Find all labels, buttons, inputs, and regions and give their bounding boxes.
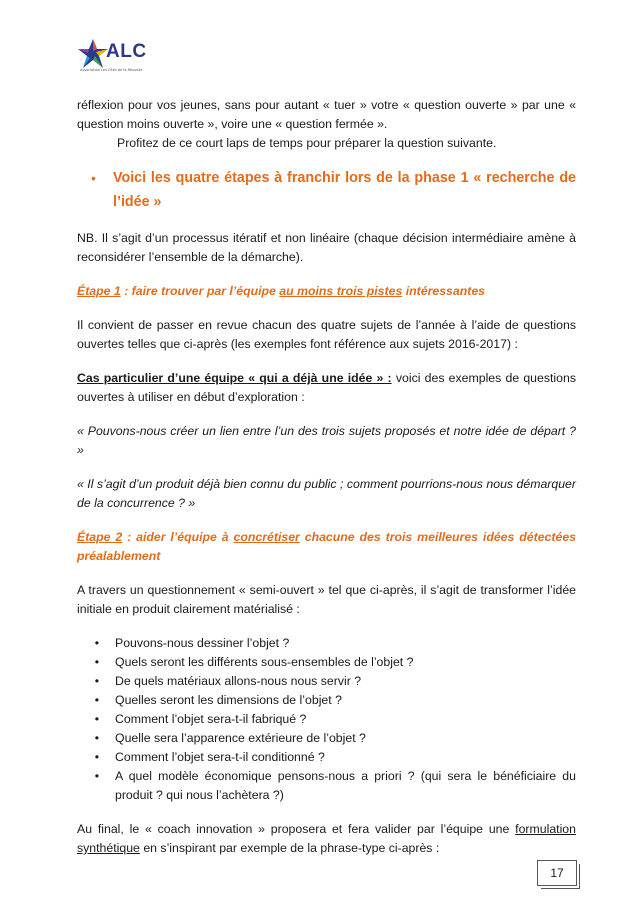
- step-2-text-end: chacune des trois meilleures idées détectées préalablement: [77, 530, 576, 563]
- paragraph: Il convient de passer en revue chacun des quatre sujets de l’année à l’aide de questions ouvertes telles que ci-après (les exemples font référence aux sujets 2016-2017) :: [77, 318, 576, 351]
- special-case-paragraph: [77, 369, 576, 407]
- bullet-icon: •: [94, 769, 99, 783]
- nb-paragraph: NB. Il s’agit d’un processus itératif et non linéaire (chaque décision intermédiaire amène à reconsidérer l’ensemble de la démarche).: [77, 231, 576, 264]
- list-item: • Quels seront les différents sous-ensembles de l’objet ?: [77, 653, 576, 672]
- step-2-underlined: concrétiser: [233, 530, 300, 544]
- step-2-text: : aider l’équipe à: [122, 530, 234, 544]
- bullet-icon: •: [94, 636, 99, 650]
- paragraph: A travers un questionnement « semi-ouvert » tel que ci-après, il s’agit de transformer l’idée initiale en produit clairement matérialisé :: [77, 583, 576, 616]
- list-item: • Quelles seront les dimensions de l’objet ?: [77, 691, 576, 710]
- final-text: Au final, le « coach innovation » proposera et fera valider par l’équipe une: [77, 822, 516, 836]
- bullet-icon: •: [94, 674, 99, 688]
- logo-tagline: Association Les Cités de la Réussite: [80, 68, 143, 72]
- list-item: • Quelle sera l’apparence extérieure de l’objet ?: [77, 729, 576, 748]
- list-item: • A quel modèle économique pensons-nous a priori ? (qui sera le bénéficiaire du produit ? qui nous l’achètera ?): [77, 767, 576, 805]
- step-1-underlined: au moins trois pistes: [279, 284, 403, 298]
- step-2-heading: [77, 528, 576, 566]
- list-item: • Comment l’objet sera-t-il conditionné ?: [77, 748, 576, 767]
- example-quote: « Pouvons-nous créer un lien entre l’un des trois sujets proposés et notre idée de départ ? »: [77, 424, 576, 457]
- bullet-icon: •: [94, 712, 99, 726]
- list-item: • Pouvons-nous dessiner l’objet ?: [77, 634, 576, 653]
- bullet-icon: •: [94, 693, 99, 707]
- final-underlined: formulation synthétique: [77, 822, 576, 855]
- special-case-text: voici des exemples de questions ouvertes à utiliser en début d’exploration :: [77, 371, 576, 404]
- example-quote: « Il s’agit d’un produit déjà bien connu du public ; comment pourrions-nous nous démarquer de la concurrence ? »: [77, 477, 576, 510]
- star-logo-icon: [76, 38, 110, 70]
- paragraph: réflexion pour vos jeunes, sans pour autant « tuer » votre « question ouverte » par une « question moins ouverte », voire une « question fermée ».: [77, 98, 576, 131]
- step-1-text-end: intéressantes: [402, 284, 486, 298]
- logo-name: ALC: [106, 41, 147, 62]
- section-heading: [91, 166, 576, 214]
- step-2-prefix: Étape 2: [77, 530, 123, 544]
- step-1-text: : faire trouver par l’équipe: [120, 284, 280, 298]
- bullet-icon: •: [91, 170, 96, 186]
- step-1-heading: [77, 282, 576, 301]
- page-content: [77, 96, 576, 858]
- bullet-icon: •: [94, 731, 99, 745]
- question-list: [77, 634, 576, 805]
- list-item: • De quels matériaux allons-nous nous servir ?: [77, 672, 576, 691]
- special-case-label: Cas particulier d’une équipe « qui a déjà une idée » :: [77, 371, 392, 385]
- final-paragraph: [77, 820, 576, 858]
- step-1-prefix: Étape 1: [77, 284, 121, 298]
- section-heading-text: Voici les quatre étapes à franchir lors de la phase 1 « recherche de l’idée »: [113, 170, 576, 210]
- list-item: • Comment l’objet sera-t-il fabriqué ?: [77, 710, 576, 729]
- final-text-end: en s’inspirant par exemple de la phrase-type ci-après :: [139, 841, 440, 855]
- page-number: 17: [537, 860, 577, 886]
- paragraph: Profitez de ce court laps de temps pour préparer la question suivante.: [117, 136, 497, 150]
- alc-logo: [76, 38, 156, 78]
- bullet-icon: •: [94, 655, 99, 669]
- bullet-icon: •: [94, 750, 99, 764]
